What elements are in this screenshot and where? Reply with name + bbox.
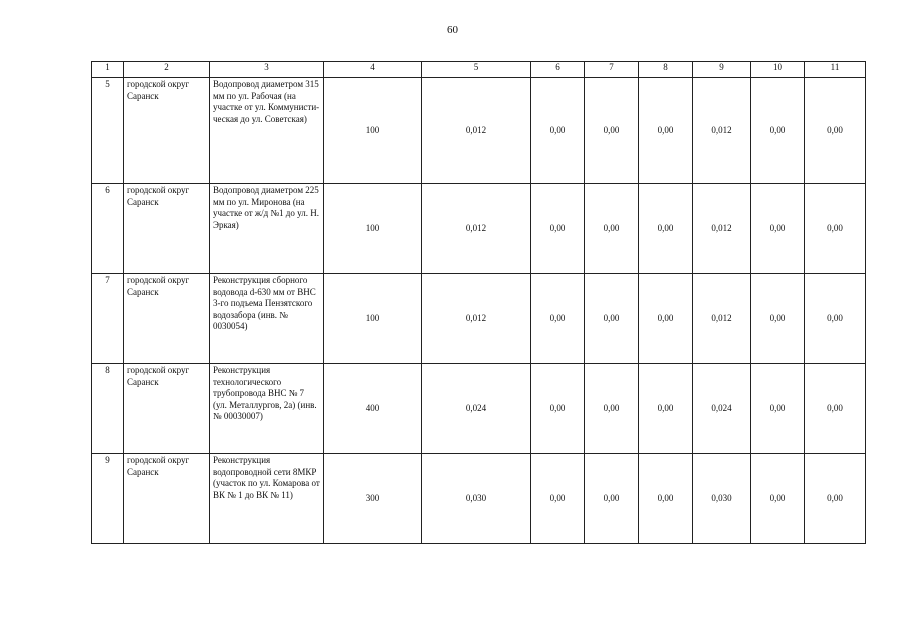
- column-header: 6: [531, 62, 585, 78]
- value-cell: 0,00: [585, 364, 639, 454]
- value-cell: 100: [324, 274, 422, 364]
- value-cell: 0,00: [751, 364, 805, 454]
- value-cell: 0,00: [585, 274, 639, 364]
- value-cell: 0,00: [751, 454, 805, 544]
- value-cell: 0,012: [422, 274, 531, 364]
- column-header: 5: [422, 62, 531, 78]
- value-cell: 0,00: [531, 184, 585, 274]
- value-cell: 0,030: [422, 454, 531, 544]
- column-header: 3: [210, 62, 324, 78]
- district-cell: городской округ Саранск: [124, 364, 210, 454]
- column-header: 9: [693, 62, 751, 78]
- district-cell: городской округ Саранск: [124, 184, 210, 274]
- value-cell: 0,012: [422, 184, 531, 274]
- table-row: [92, 364, 866, 454]
- column-header: 2: [124, 62, 210, 78]
- value-cell: 0,00: [751, 274, 805, 364]
- value-cell: 400: [324, 364, 422, 454]
- district-cell: городской округ Саранск: [124, 78, 210, 184]
- description-cell: Реконструкция сборного водовода d-630 мм от ВНС 3-го подъема Пензятского водозабора (инв. № 0030054): [210, 274, 324, 364]
- district-cell: городской округ Саранск: [124, 274, 210, 364]
- value-cell: 0,00: [585, 454, 639, 544]
- description-cell: Реконструкция водопроводной сети 8МКР (участок по ул. Комарова от ВК № 1 до ВК № 11): [210, 454, 324, 544]
- value-cell: 100: [324, 184, 422, 274]
- value-cell: 0,00: [805, 274, 866, 364]
- table-row: [92, 78, 866, 184]
- value-cell: 0,00: [531, 454, 585, 544]
- value-cell: 0,012: [693, 274, 751, 364]
- column-header: 10: [751, 62, 805, 78]
- row-number: 8: [92, 364, 124, 454]
- column-header: 1: [92, 62, 124, 78]
- value-cell: 0,00: [805, 364, 866, 454]
- value-cell: 0,00: [531, 274, 585, 364]
- value-cell: 0,00: [639, 184, 693, 274]
- value-cell: 0,00: [805, 78, 866, 184]
- value-cell: 0,00: [805, 184, 866, 274]
- row-number: 5: [92, 78, 124, 184]
- row-number: 7: [92, 274, 124, 364]
- value-cell: 0,00: [639, 364, 693, 454]
- value-cell: 0,00: [531, 78, 585, 184]
- value-cell: 0,00: [751, 78, 805, 184]
- value-cell: 0,00: [805, 454, 866, 544]
- value-cell: 0,00: [531, 364, 585, 454]
- value-cell: 0,012: [422, 78, 531, 184]
- value-cell: 0,030: [693, 454, 751, 544]
- column-header: 4: [324, 62, 422, 78]
- value-cell: 0,00: [585, 78, 639, 184]
- description-cell: Водопровод диаметром 225 мм по ул. Миронова (на участке от ж/д №1 до ул. Н. Эркая): [210, 184, 324, 274]
- value-cell: 0,00: [585, 184, 639, 274]
- value-cell: 100: [324, 78, 422, 184]
- page-number: 60: [447, 24, 458, 36]
- table-header-row: [92, 62, 866, 78]
- row-number: 6: [92, 184, 124, 274]
- value-cell: 300: [324, 454, 422, 544]
- data-table: [91, 61, 866, 544]
- column-header: 8: [639, 62, 693, 78]
- value-cell: 0,012: [693, 184, 751, 274]
- row-number: 9: [92, 454, 124, 544]
- description-cell: Реконструкция технологического трубопровода ВНС № 7 (ул. Металлургов, 2а) (инв. № 00030007): [210, 364, 324, 454]
- column-header: 11: [805, 62, 866, 78]
- value-cell: 0,024: [422, 364, 531, 454]
- value-cell: 0,00: [639, 454, 693, 544]
- value-cell: 0,00: [751, 184, 805, 274]
- table-row: [92, 274, 866, 364]
- value-cell: 0,012: [693, 78, 751, 184]
- value-cell: 0,00: [639, 274, 693, 364]
- table-row: [92, 454, 866, 544]
- table-row: [92, 184, 866, 274]
- value-cell: 0,00: [639, 78, 693, 184]
- district-cell: городской округ Саранск: [124, 454, 210, 544]
- description-cell: Водопровод диаметром 315 мм по ул. Рабочая (на участке от ул. Коммунисти-ческая до ул. Советская): [210, 78, 324, 184]
- value-cell: 0,024: [693, 364, 751, 454]
- column-header: 7: [585, 62, 639, 78]
